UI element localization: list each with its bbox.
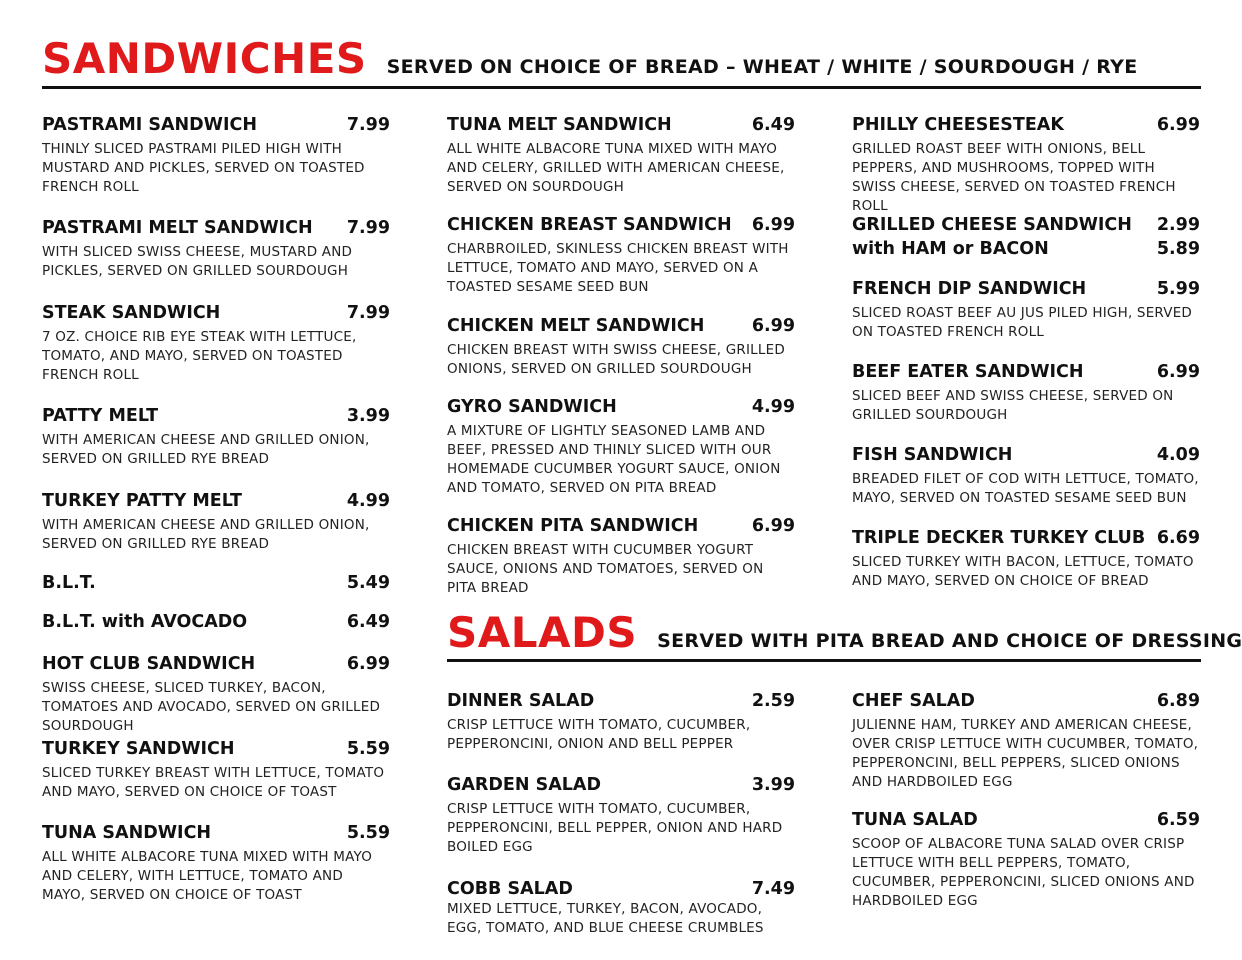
item-price: 6.99 (1156, 362, 1200, 382)
menu-item (42, 653, 390, 736)
menu-item (852, 527, 1200, 591)
item-name: FRENCH DIP SANDWICH (852, 279, 1087, 299)
menu-item (447, 315, 795, 379)
sandwiches-title: SANDWICHES (42, 34, 367, 83)
menu-item (42, 114, 390, 197)
item-description: BREADED FILET OF COD WITH LETTUCE, TOMATO, MAYO, SERVED ON TOASTED SESAME SEED BUN (852, 471, 1199, 506)
item-price: 5.49 (346, 573, 390, 593)
item-description: CRISP LETTUCE WITH TOMATO, CUCUMBER, PEPPERONCINI, ONION AND BELL PEPPER (447, 717, 751, 752)
item-price: 6.99 (346, 654, 390, 674)
item-description: CHICKEN BREAST WITH CUCUMBER YOGURT SAUCE, ONIONS AND TOMATOES, SERVED ON PITA BREAD (447, 542, 764, 596)
item-price: 3.99 (751, 775, 795, 795)
item-name: STEAK SANDWICH (42, 303, 221, 323)
item-name: GRILLED CHEESE SANDWICH (852, 215, 1132, 235)
menu-item (447, 690, 795, 754)
item-description: WITH AMERICAN CHEESE AND GRILLED ONION, SERVED ON GRILLED RYE BREAD (42, 432, 370, 467)
item-price-variant: 5.89 (1156, 239, 1200, 259)
menu-item (447, 774, 795, 857)
item-name: CHICKEN PITA SANDWICH (447, 516, 699, 536)
menu-item (42, 490, 390, 554)
menu-item (447, 396, 795, 498)
item-description: ALL WHITE ALBACORE TUNA MIXED WITH MAYO AND CELERY, WITH LETTUCE, TOMATO AND MAYO, SERVED ON CHOICE OF TOAST (42, 849, 373, 903)
item-description: CHICKEN BREAST WITH SWISS CHEESE, GRILLED ONIONS, SERVED ON GRILLED SOURDOUGH (447, 342, 785, 377)
menu-item (447, 878, 795, 938)
item-price: 6.99 (751, 516, 795, 536)
item-price: 6.49 (346, 612, 390, 632)
item-name: TUNA SALAD (852, 810, 978, 830)
menu-item (42, 822, 390, 905)
menu-item (447, 515, 795, 598)
menu-item (42, 611, 390, 633)
item-description: WITH SLICED SWISS CHEESE, MUSTARD AND PICKLES, SERVED ON GRILLED SOURDOUGH (42, 244, 353, 279)
salads-subtitle: SERVED WITH PITA BREAD AND CHOICE OF DRESSING (657, 630, 1242, 652)
item-name: PATTY MELT (42, 406, 159, 426)
menu-item (447, 114, 795, 197)
item-name: TRIPLE DECKER TURKEY CLUB (852, 528, 1146, 548)
menu-item (42, 302, 390, 385)
item-price: 4.99 (346, 491, 390, 511)
item-description: WITH AMERICAN CHEESE AND GRILLED ONION, SERVED ON GRILLED RYE BREAD (42, 517, 370, 552)
salads-header (447, 608, 1242, 657)
item-price: 6.89 (1156, 691, 1200, 711)
item-price: 4.09 (1156, 445, 1200, 465)
menu-item (852, 278, 1200, 342)
item-description: A MIXTURE OF LIGHTLY SEASONED LAMB AND BEEF, PRESSED AND THINLY SLICED WITH OUR HOMEMADE CUCUMBER YOGURT SAUCE, ONION AND TOMATO, SERVED ON PITA BREAD (447, 423, 781, 496)
item-description: GRILLED ROAST BEEF WITH ONIONS, BELL PEPPERS, AND MUSHROOMS, TOPPED WITH SWISS CHEESE, SERVED ON TOASTED FRENCH ROLL (852, 141, 1176, 214)
item-name: CHICKEN MELT SANDWICH (447, 316, 705, 336)
item-price: 7.49 (751, 879, 795, 899)
item-price: 7.99 (346, 115, 390, 135)
item-description: MIXED LETTUCE, TURKEY, BACON, AVOCADO, EGG, TOMATO, AND BLUE CHEESE CRUMBLES (447, 901, 764, 936)
menu-item (42, 572, 390, 594)
item-price: 6.99 (751, 215, 795, 235)
salads-title: SALADS (447, 608, 638, 657)
menu-item (42, 217, 390, 281)
item-price: 5.99 (1156, 279, 1200, 299)
item-name: TURKEY PATTY MELT (42, 491, 242, 511)
item-name: FISH SANDWICH (852, 445, 1013, 465)
item-price: 6.59 (1156, 810, 1200, 830)
sandwiches-subtitle: SERVED ON CHOICE OF BREAD – WHEAT / WHITE / SOURDOUGH / RYE (386, 56, 1138, 78)
item-price: 2.59 (751, 691, 795, 711)
item-name: TUNA MELT SANDWICH (447, 115, 672, 135)
item-price: 7.99 (346, 303, 390, 323)
sandwiches-header (42, 34, 1138, 83)
item-description: SLICED TURKEY BREAST WITH LETTUCE, TOMATO AND MAYO, SERVED ON CHOICE OF TOAST (42, 765, 385, 800)
salads-divider (447, 659, 1201, 662)
menu-item (447, 214, 795, 297)
menu-item (852, 114, 1200, 216)
menu-item (852, 213, 1200, 261)
item-price: 2.99 (1156, 215, 1200, 235)
item-description: CRISP LETTUCE WITH TOMATO, CUCUMBER, PEPPERONCINI, BELL PEPPER, ONION AND HARD BOILED EGG (447, 801, 783, 855)
item-description: SLICED ROAST BEEF AU JUS PILED HIGH, SERVED ON TOASTED FRENCH ROLL (852, 305, 1193, 340)
item-price: 6.99 (751, 316, 795, 336)
item-name: PASTRAMI MELT SANDWICH (42, 218, 313, 238)
item-price: 7.99 (346, 218, 390, 238)
menu-item (852, 444, 1200, 508)
menu-item (852, 690, 1200, 792)
item-name: GYRO SANDWICH (447, 397, 617, 417)
item-name-variant: with HAM or BACON (852, 239, 1049, 259)
item-name: BEEF EATER SANDWICH (852, 362, 1084, 382)
menu-item (42, 738, 390, 802)
item-price: 6.49 (751, 115, 795, 135)
menu-item (852, 809, 1200, 911)
item-name: GARDEN SALAD (447, 775, 601, 795)
item-name: PASTRAMI SANDWICH (42, 115, 257, 135)
item-name: PHILLY CHEESESTEAK (852, 115, 1064, 135)
item-price: 5.59 (346, 739, 390, 759)
item-price: 6.69 (1156, 528, 1200, 548)
menu-item (852, 361, 1200, 425)
item-description: SLICED BEEF AND SWISS CHEESE, SERVED ON GRILLED SOURDOUGH (852, 388, 1174, 423)
item-description: ALL WHITE ALBACORE TUNA MIXED WITH MAYO AND CELERY, GRILLED WITH AMERICAN CHEESE, SERVED ON SOURDOUGH (447, 141, 785, 195)
item-name: TUNA SANDWICH (42, 823, 212, 843)
item-price: 5.59 (346, 823, 390, 843)
item-description: 7 OZ. CHOICE RIB EYE STEAK WITH LETTUCE, TOMATO, AND MAYO, SERVED ON TOASTED FRENCH ROLL (42, 329, 357, 383)
item-description: THINLY SLICED PASTRAMI PILED HIGH WITH MUSTARD AND PICKLES, SERVED ON TOASTED FRENCH ROLL (42, 141, 365, 195)
item-name: B.L.T. (42, 573, 96, 593)
item-description: SCOOP OF ALBACORE TUNA SALAD OVER CRISP LETTUCE WITH BELL PEPPERS, TOMATO, CUCUMBER, PEPPERONCINI, SLICED ONIONS AND HARDBOILED EGG (852, 836, 1195, 909)
menu-item (42, 405, 390, 469)
sandwiches-divider (42, 86, 1201, 89)
item-price: 3.99 (346, 406, 390, 426)
item-price: 4.99 (751, 397, 795, 417)
item-name: TURKEY SANDWICH (42, 739, 235, 759)
item-name: HOT CLUB SANDWICH (42, 654, 256, 674)
item-description: CHARBROILED, SKINLESS CHICKEN BREAST WITH LETTUCE, TOMATO AND MAYO, SERVED ON A TOASTED SESAME SEED BUN (447, 241, 789, 295)
item-price: 6.99 (1156, 115, 1200, 135)
item-description: SLICED TURKEY WITH BACON, LETTUCE, TOMATO AND MAYO, SERVED ON CHOICE OF BREAD (852, 554, 1194, 589)
item-name: CHEF SALAD (852, 691, 975, 711)
item-name: CHICKEN BREAST SANDWICH (447, 215, 732, 235)
item-description: JULIENNE HAM, TURKEY AND AMERICAN CHEESE, OVER CRISP LETTUCE WITH CUCUMBER, TOMATO, PEPPERONCINI, BELL PEPPERS, SLICED ONIONS AND HARDBOILED EGG (852, 717, 1199, 790)
item-description: SWISS CHEESE, SLICED TURKEY, BACON, TOMATOES AND AVOCADO, SERVED ON GRILLED SOURDOUGH (42, 680, 381, 734)
item-name: COBB SALAD (447, 879, 573, 899)
item-name: DINNER SALAD (447, 691, 595, 711)
item-name: B.L.T. with AVOCADO (42, 612, 248, 632)
